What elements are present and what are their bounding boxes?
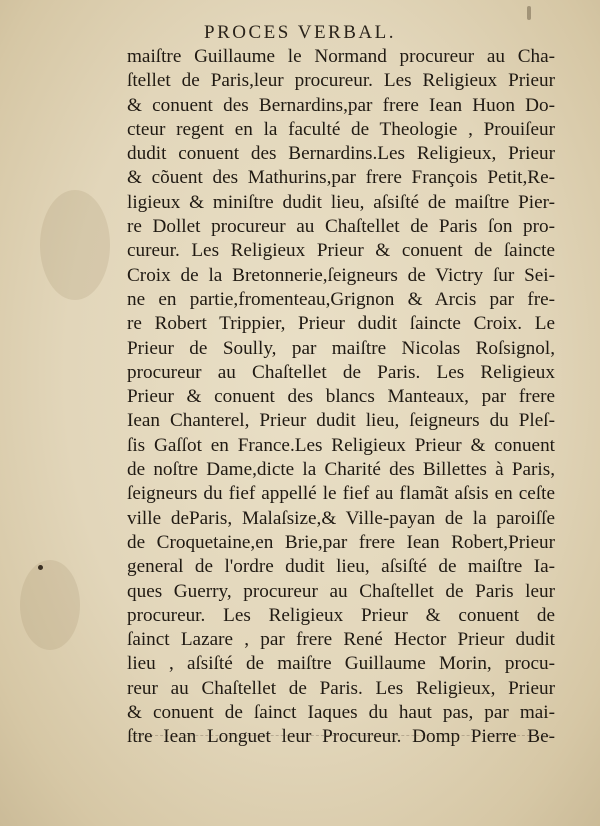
- text-line: ſainct Lazare , par frere René Hector Prieur dudit: [127, 629, 555, 651]
- text-line: cteur regent en la faculté de Theologie , Prouiſeur: [127, 118, 555, 140]
- text-line: de noſtre Dame,dicte la Charité des Billettes à Paris,: [127, 459, 555, 481]
- text-line: ſtre Iean Longuet leur Procureur. Domp Pierre Be-: [127, 726, 555, 748]
- text-line: ſeigneurs du fief appellé le fief au flamãt aſsis en ceſte: [127, 483, 555, 505]
- ink-mark: [527, 6, 531, 20]
- text-line: Croix de la Bretonnerie,ſeigneurs de Victry ſur Sei-: [127, 264, 555, 286]
- text-line: procureur au Chaſtellet de Paris. Les Religieux: [127, 361, 555, 383]
- text-line: Prieur & conuent des blancs Manteaux, par frere: [127, 386, 555, 408]
- text-line: lieu , aſsiſté de maiſtre Guillaume Morin, procu-: [127, 653, 555, 675]
- paper-stain: [40, 190, 110, 300]
- text-line: ques Guerry, procureur au Chaſtellet de Paris leur: [127, 580, 555, 602]
- text-line: re Dollet procureur au Chaſtellet de Paris ſon pro-: [127, 216, 555, 238]
- text-line: ligieux & miniſtre dudit lieu, aſsiſté de maiſtre Pier-: [127, 191, 555, 213]
- running-title: PROCES VERBAL.: [204, 22, 396, 43]
- text-line: & conuent de ſainct Iaques du haut pas, par mai-: [127, 702, 555, 724]
- body-text: [127, 45, 555, 750]
- paper-stain: [20, 560, 80, 650]
- text-line: ſis Gaſſot en France.Les Religieux Prieur & conuent: [127, 434, 555, 456]
- text-line: ne en partie,fromenteau,Grignon & Arcis par fre-: [127, 288, 555, 310]
- text-line: ville deParis, Malaſsize,& Ville-payan de la paroiſſe: [127, 507, 555, 529]
- text-line: & conuent des Bernardins,par frere Iean Huon Do-: [127, 94, 555, 116]
- text-line: Iean Chanterel, Prieur dudit lieu, ſeigneurs du Pleſ-: [127, 410, 555, 432]
- text-line: procureur. Les Religieux Prieur & conuent de: [127, 604, 555, 626]
- text-line: reur au Chaſtellet de Paris. Les Religieux, Prieur: [127, 677, 555, 699]
- text-line: re Robert Trippier, Prieur dudit ſaincte Croix. Le: [127, 313, 555, 335]
- ink-speck: [38, 565, 43, 570]
- text-line: cureur. Les Religieux Prieur & conuent de ſaincte: [127, 240, 555, 262]
- text-line: maiſtre Guillaume le Normand procureur au Cha-: [127, 46, 555, 67]
- text-line: ſtellet de Paris,leur procureur. Les Religieux Prieur: [127, 70, 555, 92]
- text-line: Prieur de Soully, par maiſtre Nicolas Roſsignol,: [127, 337, 555, 359]
- text-line: & cõuent des Mathurins,par frere François Petit,Re-: [127, 167, 555, 189]
- show-through-line: [130, 735, 550, 736]
- text-line: de Croquetaine,en Brie,par frere Iean Robert,Prieur: [127, 531, 555, 553]
- text-line: dudit conuent des Bernardins.Les Religieux, Prieur: [127, 143, 555, 165]
- text-line: general de l'ordre dudit lieu, aſsiſté de maiſtre Ia-: [127, 556, 555, 578]
